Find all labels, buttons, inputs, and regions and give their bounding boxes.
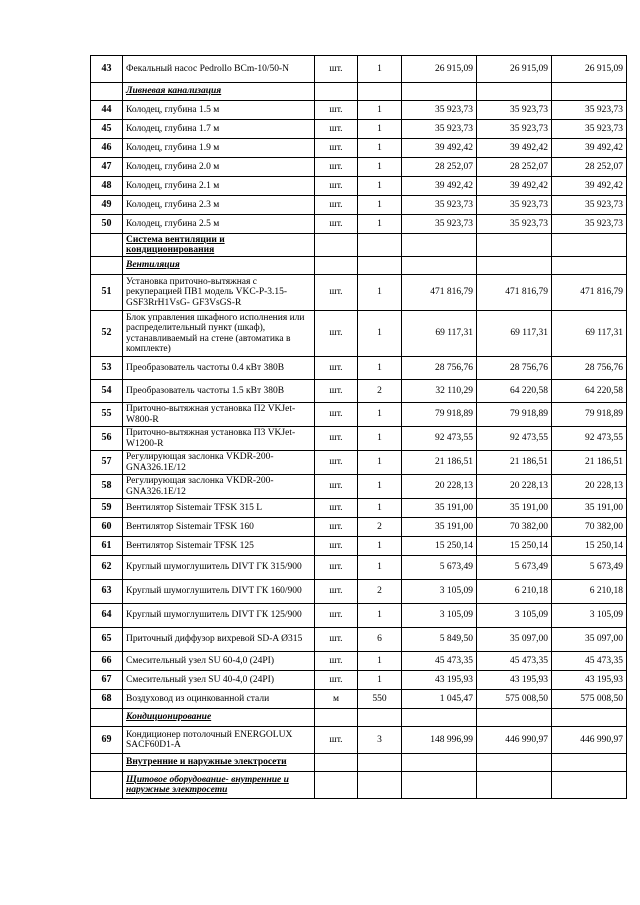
unit-price-cell: 3 105,09 — [402, 580, 477, 604]
total-cost-vat-cell: 43 195,93 — [552, 671, 627, 690]
unit-price-cell: 45 473,35 — [402, 652, 477, 671]
item-name-cell: Круглый шумоглушитель DIVT ГК 125/900 — [123, 604, 315, 628]
quantity-cell — [358, 257, 402, 275]
total-cost-cell: 39 492,42 — [477, 139, 552, 158]
total-cost-vat-cell: 35 923,73 — [552, 120, 627, 139]
total-cost-cell — [477, 754, 552, 772]
quantity-cell: 1 — [358, 158, 402, 177]
total-cost-cell: 35 923,73 — [477, 120, 552, 139]
total-cost-vat-cell: 471 816,79 — [552, 275, 627, 311]
unit-price-cell: 5 673,49 — [402, 556, 477, 580]
total-cost-cell: 3 105,09 — [477, 604, 552, 628]
row-number-cell: 56 — [91, 427, 123, 451]
unit-price-cell: 92 473,55 — [402, 427, 477, 451]
table-row — [91, 158, 627, 177]
unit-cell: шт. — [315, 120, 358, 139]
quantity-cell: 550 — [358, 690, 402, 709]
table-row — [91, 451, 627, 475]
unit-cell — [315, 754, 358, 772]
quantity-cell: 1 — [358, 120, 402, 139]
table-row — [91, 177, 627, 196]
total-cost-vat-cell: 21 186,51 — [552, 451, 627, 475]
item-name-cell: Колодец, глубина 2.5 м — [123, 215, 315, 234]
row-number-cell: 46 — [91, 139, 123, 158]
item-name-cell: Преобразователь частоты 1.5 кВт 380В — [123, 380, 315, 403]
item-name-cell: Колодец, глубина 1.9 м — [123, 139, 315, 158]
total-cost-vat-cell: 79 918,89 — [552, 403, 627, 427]
item-name-cell: Вентилятор Sistemair TFSK 125 — [123, 537, 315, 556]
row-number-cell: 57 — [91, 451, 123, 475]
unit-price-cell — [402, 234, 477, 257]
quantity-cell: 1 — [358, 499, 402, 518]
unit-cell: шт. — [315, 56, 358, 83]
unit-price-cell — [402, 754, 477, 772]
row-number-cell: 58 — [91, 475, 123, 499]
item-name-cell: Колодец, глубина 1.5 м — [123, 101, 315, 120]
total-cost-vat-cell: 575 008,50 — [552, 690, 627, 709]
unit-cell — [315, 772, 358, 799]
unit-cell — [315, 234, 358, 257]
row-number-cell: 53 — [91, 357, 123, 380]
item-name-cell: Вентилятор Sistemair TFSK 315 L — [123, 499, 315, 518]
item-name-cell: Блок управления шкафного исполнения или распределительный пункт (шкаф), устанавливаемый на стене (автоматика в комплекте) — [123, 311, 315, 357]
row-number-cell: 61 — [91, 537, 123, 556]
total-cost-vat-cell — [552, 709, 627, 727]
table-row — [91, 357, 627, 380]
quantity-cell: 1 — [358, 177, 402, 196]
unit-price-cell: 20 228,13 — [402, 475, 477, 499]
unit-cell: шт. — [315, 628, 358, 652]
unit-cell: шт. — [315, 311, 358, 357]
section-header-row — [91, 754, 627, 772]
unit-price-cell — [402, 772, 477, 799]
unit-cell — [315, 257, 358, 275]
section-title-cell: Ливневая канализация — [123, 83, 315, 101]
total-cost-cell: 92 473,55 — [477, 427, 552, 451]
table-row — [91, 380, 627, 403]
unit-price-cell — [402, 257, 477, 275]
unit-price-cell: 15 250,14 — [402, 537, 477, 556]
total-cost-vat-cell: 92 473,55 — [552, 427, 627, 451]
row-number-cell — [91, 234, 123, 257]
row-number-cell — [91, 257, 123, 275]
unit-price-cell: 35 191,00 — [402, 499, 477, 518]
unit-cell: шт. — [315, 275, 358, 311]
item-name-cell: Преобразователь частоты 0.4 кВт 380В — [123, 357, 315, 380]
unit-cell: шт. — [315, 604, 358, 628]
row-number-cell — [91, 83, 123, 101]
quantity-cell: 1 — [358, 537, 402, 556]
section-title-cell: Щитовое оборудование- внутренние и наружные электросети — [123, 772, 315, 799]
quantity-cell: 1 — [358, 196, 402, 215]
total-cost-cell: 43 195,93 — [477, 671, 552, 690]
total-cost-cell — [477, 772, 552, 799]
row-number-cell: 60 — [91, 518, 123, 537]
row-number-cell: 52 — [91, 311, 123, 357]
row-number-cell: 43 — [91, 56, 123, 83]
unit-cell: шт. — [315, 537, 358, 556]
total-cost-cell: 35 923,73 — [477, 215, 552, 234]
quantity-cell: 6 — [358, 628, 402, 652]
table-row — [91, 727, 627, 754]
estimate-table — [90, 55, 627, 799]
total-cost-cell: 20 228,13 — [477, 475, 552, 499]
unit-price-cell: 35 923,73 — [402, 101, 477, 120]
row-number-cell: 68 — [91, 690, 123, 709]
total-cost-vat-cell: 28 756,76 — [552, 357, 627, 380]
total-cost-vat-cell: 35 923,73 — [552, 101, 627, 120]
total-cost-vat-cell: 20 228,13 — [552, 475, 627, 499]
row-number-cell: 47 — [91, 158, 123, 177]
unit-cell: шт. — [315, 101, 358, 120]
quantity-cell: 1 — [358, 357, 402, 380]
table-row — [91, 628, 627, 652]
total-cost-vat-cell: 6 210,18 — [552, 580, 627, 604]
unit-price-cell: 471 816,79 — [402, 275, 477, 311]
unit-cell: шт. — [315, 215, 358, 234]
unit-cell: шт. — [315, 427, 358, 451]
total-cost-cell: 69 117,31 — [477, 311, 552, 357]
unit-cell: шт. — [315, 139, 358, 158]
total-cost-cell: 35 923,73 — [477, 101, 552, 120]
unit-price-cell: 28 252,07 — [402, 158, 477, 177]
table-row — [91, 311, 627, 357]
table-row — [91, 56, 627, 83]
estimate-table-body — [91, 56, 627, 799]
total-cost-vat-cell: 69 117,31 — [552, 311, 627, 357]
quantity-cell — [358, 83, 402, 101]
quantity-cell: 2 — [358, 580, 402, 604]
quantity-cell: 1 — [358, 652, 402, 671]
row-number-cell: 54 — [91, 380, 123, 403]
unit-cell: шт. — [315, 196, 358, 215]
unit-price-cell: 39 492,42 — [402, 177, 477, 196]
total-cost-cell: 471 816,79 — [477, 275, 552, 311]
total-cost-vat-cell: 70 382,00 — [552, 518, 627, 537]
table-row — [91, 139, 627, 158]
unit-price-cell: 35 923,73 — [402, 120, 477, 139]
item-name-cell: Колодец, глубина 1.7 м — [123, 120, 315, 139]
quantity-cell: 1 — [358, 403, 402, 427]
unit-price-cell: 35 923,73 — [402, 215, 477, 234]
total-cost-vat-cell: 35 191,00 — [552, 499, 627, 518]
row-number-cell: 48 — [91, 177, 123, 196]
total-cost-cell: 575 008,50 — [477, 690, 552, 709]
total-cost-vat-cell: 39 492,42 — [552, 139, 627, 158]
unit-price-cell: 32 110,29 — [402, 380, 477, 403]
quantity-cell: 1 — [358, 101, 402, 120]
total-cost-cell — [477, 257, 552, 275]
table-row — [91, 556, 627, 580]
unit-cell: шт. — [315, 499, 358, 518]
unit-price-cell: 79 918,89 — [402, 403, 477, 427]
total-cost-vat-cell: 5 673,49 — [552, 556, 627, 580]
row-number-cell: 63 — [91, 580, 123, 604]
unit-price-cell: 43 195,93 — [402, 671, 477, 690]
table-row — [91, 671, 627, 690]
unit-cell: шт. — [315, 518, 358, 537]
item-name-cell: Регулирующая заслонка VKDR-200-GNA326.1E/12 — [123, 451, 315, 475]
unit-price-cell: 35 191,00 — [402, 518, 477, 537]
section-header-row — [91, 83, 627, 101]
unit-price-cell: 35 923,73 — [402, 196, 477, 215]
quantity-cell: 1 — [358, 604, 402, 628]
item-name-cell: Вентилятор Sistemair TFSK 160 — [123, 518, 315, 537]
item-name-cell: Колодец, глубина 2.3 м — [123, 196, 315, 215]
table-row — [91, 215, 627, 234]
total-cost-cell — [477, 709, 552, 727]
total-cost-cell: 45 473,35 — [477, 652, 552, 671]
row-number-cell: 64 — [91, 604, 123, 628]
total-cost-vat-cell: 26 915,09 — [552, 56, 627, 83]
quantity-cell — [358, 772, 402, 799]
section-title-cell: Внутренние и наружные электросети — [123, 754, 315, 772]
unit-price-cell: 69 117,31 — [402, 311, 477, 357]
unit-cell: шт. — [315, 380, 358, 403]
table-row — [91, 604, 627, 628]
unit-cell: шт. — [315, 652, 358, 671]
table-row — [91, 499, 627, 518]
unit-cell: шт. — [315, 556, 358, 580]
total-cost-cell: 15 250,14 — [477, 537, 552, 556]
total-cost-vat-cell: 35 923,73 — [552, 215, 627, 234]
total-cost-vat-cell — [552, 772, 627, 799]
unit-price-cell: 1 045,47 — [402, 690, 477, 709]
quantity-cell: 1 — [358, 56, 402, 83]
quantity-cell: 1 — [358, 139, 402, 158]
quantity-cell — [358, 234, 402, 257]
total-cost-cell — [477, 234, 552, 257]
section-title-cell: Система вентиляции и кондиционирования — [123, 234, 315, 257]
unit-cell — [315, 83, 358, 101]
item-name-cell: Колодец, глубина 2.0 м — [123, 158, 315, 177]
unit-price-cell: 26 915,09 — [402, 56, 477, 83]
section-title-cell: Кондиционирование — [123, 709, 315, 727]
row-number-cell: 45 — [91, 120, 123, 139]
unit-price-cell: 5 849,50 — [402, 628, 477, 652]
unit-cell: шт. — [315, 671, 358, 690]
total-cost-cell: 35 097,00 — [477, 628, 552, 652]
item-name-cell: Круглый шумоглушитель DIVT ГК 315/900 — [123, 556, 315, 580]
section-header-row — [91, 234, 627, 257]
table-row — [91, 652, 627, 671]
table-row — [91, 475, 627, 499]
table-row — [91, 537, 627, 556]
unit-price-cell: 28 756,76 — [402, 357, 477, 380]
total-cost-vat-cell: 35 097,00 — [552, 628, 627, 652]
total-cost-vat-cell — [552, 754, 627, 772]
total-cost-vat-cell: 446 990,97 — [552, 727, 627, 754]
item-name-cell: Смесительный узел SU 60-4,0 (24PI) — [123, 652, 315, 671]
item-name-cell: Приточный диффузор вихревой SD-A Ø315 — [123, 628, 315, 652]
quantity-cell: 1 — [358, 556, 402, 580]
table-row — [91, 403, 627, 427]
unit-cell: шт. — [315, 580, 358, 604]
quantity-cell: 3 — [358, 727, 402, 754]
table-row — [91, 120, 627, 139]
row-number-cell: 59 — [91, 499, 123, 518]
total-cost-vat-cell: 64 220,58 — [552, 380, 627, 403]
row-number-cell: 69 — [91, 727, 123, 754]
total-cost-cell: 70 382,00 — [477, 518, 552, 537]
total-cost-cell: 28 756,76 — [477, 357, 552, 380]
item-name-cell: Регулирующая заслонка VKDR-200-GNA326.1E/12 — [123, 475, 315, 499]
row-number-cell — [91, 709, 123, 727]
unit-price-cell: 39 492,42 — [402, 139, 477, 158]
item-name-cell: Смесительный узел SU 40-4,0 (24PI) — [123, 671, 315, 690]
quantity-cell: 2 — [358, 380, 402, 403]
table-row — [91, 518, 627, 537]
item-name-cell: Воздуховод из оцинкованной стали — [123, 690, 315, 709]
total-cost-vat-cell — [552, 234, 627, 257]
unit-cell: шт. — [315, 451, 358, 475]
row-number-cell: 67 — [91, 671, 123, 690]
item-name-cell: Фекальный насос Pedrollo BCm-10/50-N — [123, 56, 315, 83]
unit-cell: шт. — [315, 403, 358, 427]
row-number-cell — [91, 772, 123, 799]
quantity-cell — [358, 754, 402, 772]
unit-price-cell: 21 186,51 — [402, 451, 477, 475]
section-header-row — [91, 772, 627, 799]
section-header-row — [91, 257, 627, 275]
item-name-cell: Кондиционер потолочный ENERGOLUX SACF60D1-A — [123, 727, 315, 754]
row-number-cell: 65 — [91, 628, 123, 652]
total-cost-cell: 39 492,42 — [477, 177, 552, 196]
row-number-cell: 49 — [91, 196, 123, 215]
total-cost-cell: 446 990,97 — [477, 727, 552, 754]
total-cost-cell: 64 220,58 — [477, 380, 552, 403]
item-name-cell: Установка приточно-вытяжная с рекуперацией ПВ1 модель VKC-P-3.15-GSF3RrH1VsG- GF3VsGS-R — [123, 275, 315, 311]
quantity-cell — [358, 709, 402, 727]
row-number-cell: 50 — [91, 215, 123, 234]
total-cost-vat-cell — [552, 257, 627, 275]
table-row — [91, 275, 627, 311]
row-number-cell: 66 — [91, 652, 123, 671]
table-row — [91, 196, 627, 215]
unit-cell: шт. — [315, 177, 358, 196]
row-number-cell: 44 — [91, 101, 123, 120]
total-cost-cell: 35 191,00 — [477, 499, 552, 518]
item-name-cell: Приточно-вытяжная установка П3 VKJet-W1200-R — [123, 427, 315, 451]
quantity-cell: 1 — [358, 475, 402, 499]
row-number-cell: 51 — [91, 275, 123, 311]
quantity-cell: 1 — [358, 671, 402, 690]
row-number-cell: 55 — [91, 403, 123, 427]
total-cost-cell: 35 923,73 — [477, 196, 552, 215]
total-cost-vat-cell: 35 923,73 — [552, 196, 627, 215]
total-cost-vat-cell: 45 473,35 — [552, 652, 627, 671]
unit-cell: м — [315, 690, 358, 709]
total-cost-cell — [477, 83, 552, 101]
table-row — [91, 580, 627, 604]
quantity-cell: 1 — [358, 275, 402, 311]
section-title-cell: Вентиляция — [123, 257, 315, 275]
item-name-cell: Круглый шумоглушитель DIVT ГК 160/900 — [123, 580, 315, 604]
quantity-cell: 1 — [358, 311, 402, 357]
total-cost-cell: 26 915,09 — [477, 56, 552, 83]
unit-cell: шт. — [315, 727, 358, 754]
unit-cell: шт. — [315, 475, 358, 499]
section-header-row — [91, 709, 627, 727]
unit-cell — [315, 709, 358, 727]
total-cost-vat-cell: 39 492,42 — [552, 177, 627, 196]
total-cost-vat-cell: 28 252,07 — [552, 158, 627, 177]
total-cost-cell: 28 252,07 — [477, 158, 552, 177]
total-cost-cell: 79 918,89 — [477, 403, 552, 427]
total-cost-vat-cell: 3 105,09 — [552, 604, 627, 628]
quantity-cell: 1 — [358, 451, 402, 475]
quantity-cell: 2 — [358, 518, 402, 537]
quantity-cell: 1 — [358, 427, 402, 451]
unit-price-cell: 148 996,99 — [402, 727, 477, 754]
row-number-cell: 62 — [91, 556, 123, 580]
unit-price-cell: 3 105,09 — [402, 604, 477, 628]
quantity-cell: 1 — [358, 215, 402, 234]
total-cost-vat-cell — [552, 83, 627, 101]
unit-price-cell — [402, 709, 477, 727]
unit-cell: шт. — [315, 158, 358, 177]
row-number-cell — [91, 754, 123, 772]
table-row — [91, 101, 627, 120]
total-cost-cell: 21 186,51 — [477, 451, 552, 475]
table-row — [91, 690, 627, 709]
table-row — [91, 427, 627, 451]
total-cost-cell: 5 673,49 — [477, 556, 552, 580]
item-name-cell: Колодец, глубина 2.1 м — [123, 177, 315, 196]
total-cost-vat-cell: 15 250,14 — [552, 537, 627, 556]
unit-price-cell — [402, 83, 477, 101]
item-name-cell: Приточно-вытяжная установка П2 VKJet-W800-R — [123, 403, 315, 427]
total-cost-cell: 6 210,18 — [477, 580, 552, 604]
unit-cell: шт. — [315, 357, 358, 380]
